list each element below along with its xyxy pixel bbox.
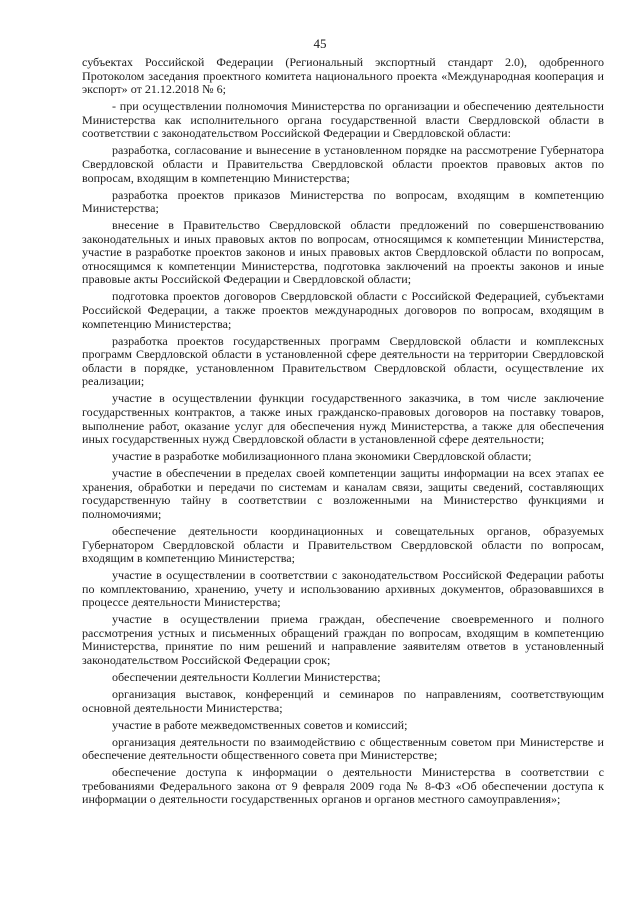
paragraph-17: организация деятельности по взаимодействию с общественным советом при Министерстве и обеспечение деятельности общественного совета при Министерстве; — [82, 734, 604, 763]
paragraph-9: участие в разработке мобилизационного плана экономики Свердловской области; — [112, 449, 532, 464]
paragraph-5: внесение в Правительство Свердловской области предложений по совершенствованию законодательных и иных правовых актов по вопросам, относящимся к компетенции Министерства, участие в разработке проектов законов и иных правовых актов Свердловской области по вопросам, относящимся к компетенции Министерства, подготовка заключений на проекты законов и иные правовые акты Российской Федерации и Свердловской области; — [82, 218, 604, 287]
paragraph-14: обеспечении деятельности Коллегии Министерства; — [112, 670, 381, 685]
paragraph-15: организация выставок, конференций и семинаров по направлениям, соответствующим основной деятельности Министерства; — [82, 687, 604, 715]
paragraph-11: обеспечение деятельности координационных и совещательных органов, образуемых Губернатором Свердловской области и Правительством Свердловской области по вопросам, входящим в компетенцию Министерства; — [82, 523, 604, 566]
paragraph-4: разработка проектов приказов Министерства по вопросам, входящим в компетенцию Министерства; — [82, 187, 604, 216]
paragraph-6: подготовка проектов договоров Свердловской области с Российской Федерацией, субъектами Российской Федерации, а также проектов международных договоров по вопросам, входящим в компетенцию Министерства; — [82, 289, 604, 331]
paragraph-10: участие в обеспечении в пределах своей компетенции защиты информации на всех этапах ее хранения, обработки и передачи по системам и каналам связи, защиты сведений, составляющих государственную тайну в соответствии с возложенными на Министерство функциями и полномочиями; — [82, 466, 604, 521]
paragraph-18: обеспечение доступа к информации о деятельности Министерства в соответствии с требованиями Федерального закона от 9 февраля 2009 года № 8-ФЗ «Об обеспечении доступа к информации о деятельности государственных органов и органов местного самоуправления»; — [82, 765, 604, 807]
paragraph-3: разработка, согласование и вынесение в установленном порядке на рассмотрение Губернатора Свердловской области и Правительства Свердловской области проектов правовых актов по вопросам, входящим в компетенцию Министерства; — [82, 143, 604, 185]
paragraph-8: участие в осуществлении функции государственного заказчика, в том числе заключение государственных контрактов, а также иных гражданско-правовых договоров на поставку товаров, выполнение работ, оказание услуг для обеспечения нужд Министерства, а также для обеспечения иных государственных нужд Свердловской области в установленной сфере деятельности; — [82, 391, 604, 447]
paragraph-1: субъектах Российской Федерации (Региональный экспортный стандарт 2.0), одобренного Протоколом заседания проектного комитета национального проекта «Международная кооперация и экспорт» от 21.12.2018 № 6; — [82, 55, 604, 97]
paragraph-2: - при осуществлении полномочия Министерства по организации и обеспечению деятельности Министерства как исполнительного органа государственной власти Свердловской области в соответствии с законодательством Российской Федерации и Свердловской области: — [82, 99, 604, 141]
paragraph-12: участие в осуществлении в соответствии с законодательством Российской Федерации работы по комплектованию, хранению, учету и использованию архивных документов, образовавшихся в процессе деятельности Министерства; — [82, 568, 604, 610]
paragraph-13: участие в осуществлении приема граждан, обеспечение своевременного и полного рассмотрения устных и письменных обращений граждан по вопросам, входящим в компетенцию Министерства, принятие по ним решений и направление заявителям ответов в установленный законодательством Российской Федерации срок; — [82, 612, 604, 668]
document-body — [82, 56, 604, 810]
page-number: 45 — [313, 36, 327, 51]
paragraph-7: разработка проектов государственных программ Свердловской области и комплексных программ Свердловской области в установленной сфере деятельности на территории Свердловской области в порядке, установленном Правительством Свердловской области, осуществление их реализации; — [82, 333, 604, 389]
paragraph-16: участие в работе межведомственных советов и комиссий; — [112, 717, 408, 732]
